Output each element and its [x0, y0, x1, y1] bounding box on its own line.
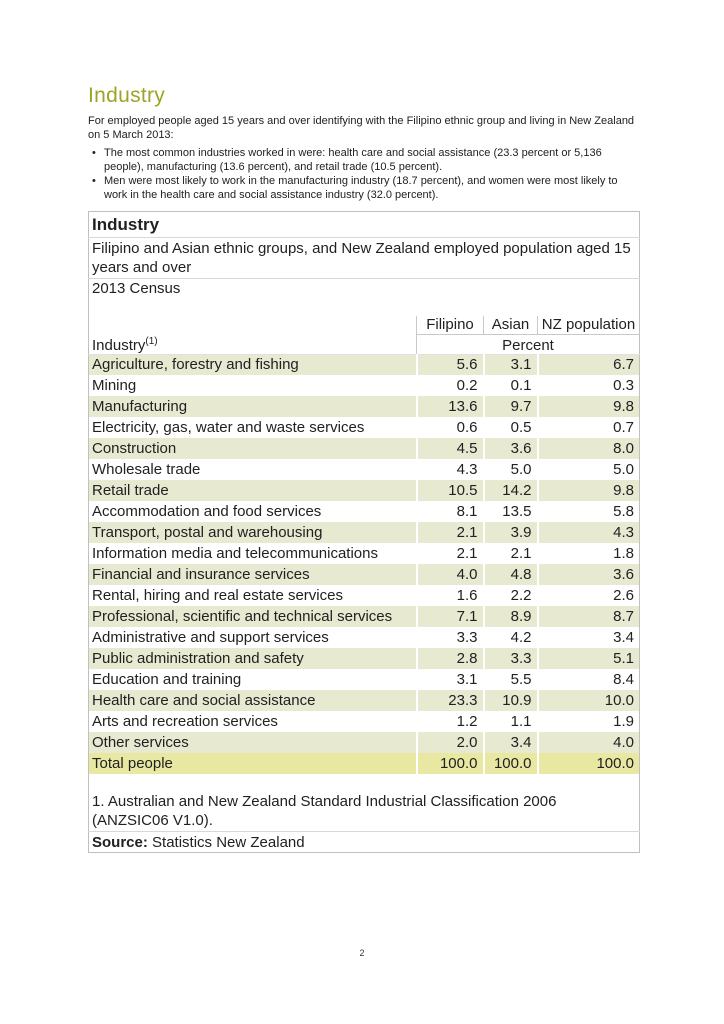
cell-value: 6.7	[538, 354, 640, 375]
table-row	[89, 564, 640, 585]
cell-value: 0.6	[417, 417, 484, 438]
bullet-icon: •	[92, 147, 96, 159]
column-header-filipino: Filipino	[417, 316, 484, 335]
table-footer-block	[89, 774, 640, 853]
table-subtitle: Filipino and Asian ethnic groups, and New Zealand employed population aged 15 years and over	[89, 238, 640, 279]
cell-value: 3.3	[417, 627, 484, 648]
cell-value: 0.1	[484, 375, 538, 396]
cell-value: 1.2	[417, 711, 484, 732]
table-title: Industry	[89, 212, 640, 238]
row-header-label	[89, 334, 417, 354]
cell-value: 8.4	[538, 669, 640, 690]
cell-value: 2.1	[417, 522, 484, 543]
cell-value: 2.2	[484, 585, 538, 606]
page-content	[88, 84, 640, 853]
row-label: Rental, hiring and real estate services	[92, 587, 343, 604]
row-label: Agriculture, forestry and fishing	[89, 354, 417, 375]
row-label: Transport, postal and warehousing	[89, 522, 417, 543]
cell-value: 5.0	[484, 459, 538, 480]
cell-value: 3.1	[417, 669, 484, 690]
table-body	[89, 354, 640, 774]
table-row	[89, 543, 640, 564]
cell-value: 2.1	[417, 543, 484, 564]
cell-value: 9.7	[484, 396, 538, 417]
row-label: Construction	[89, 438, 417, 459]
column-header-nz-population: NZ population	[538, 316, 640, 335]
row-label: Financial and insurance services	[89, 564, 417, 585]
cell-value: 2.6	[538, 585, 640, 606]
cell-value: 7.1	[417, 606, 484, 627]
cell-value: 0.7	[538, 417, 640, 438]
table-row	[89, 459, 640, 480]
cell-value: 8.9	[484, 606, 538, 627]
cell-value: 8.1	[417, 501, 484, 522]
row-label: Arts and recreation services	[92, 713, 278, 730]
table-row	[89, 480, 640, 501]
row-label: Information media and telecommunications	[92, 545, 378, 562]
list-item	[88, 175, 640, 202]
table-census-row	[89, 279, 640, 316]
cell-value: 4.2	[484, 627, 538, 648]
table-row	[89, 669, 640, 690]
table-subtitle-row	[89, 238, 640, 279]
row-label: Total people	[89, 753, 417, 774]
cell-value: 8.7	[538, 606, 640, 627]
cell-value: 4.0	[417, 564, 484, 585]
table-title-row	[89, 212, 640, 238]
bullet-text: The most common industries worked in were: health care and social assistance (23.3 percent or 5,136 people), manufacturing (13.6 percent), and retail trade (10.5 percent).	[104, 147, 602, 173]
cell-value: 10.9	[484, 690, 538, 711]
row-label: Manufacturing	[89, 396, 417, 417]
row-header-text: Industry	[92, 336, 146, 354]
table-row	[89, 522, 640, 543]
cell-value: 1.8	[538, 543, 640, 564]
cell-value: 5.1	[538, 648, 640, 669]
cell-value: 4.0	[538, 732, 640, 753]
page-title: Industry	[88, 84, 166, 107]
table-row	[89, 627, 640, 648]
source-value: Statistics New Zealand	[147, 833, 305, 851]
table-column-header-row	[89, 316, 640, 335]
row-label: Other services	[89, 732, 417, 753]
table-row	[89, 753, 640, 774]
cell-value: 0.3	[538, 375, 640, 396]
table-row	[89, 732, 640, 753]
cell-value: 3.4	[538, 627, 640, 648]
industry-table	[88, 211, 640, 853]
column-header-asian: Asian	[484, 316, 538, 335]
row-label: Health care and social assistance	[89, 690, 417, 711]
source-row	[89, 832, 640, 853]
cell-value: 10.5	[417, 480, 484, 501]
cell-value: 14.2	[484, 480, 538, 501]
cell-value: 100.0	[417, 753, 484, 774]
cell-value: 13.6	[417, 396, 484, 417]
unit-label: Percent	[417, 334, 640, 354]
cell-value: 9.8	[538, 480, 640, 501]
cell-value: 4.3	[417, 459, 484, 480]
cell-value: 3.6	[484, 438, 538, 459]
table-footnote: 1. Australian and New Zealand Standard Industrial Classification 2006 (ANZSIC06 V1.0).	[92, 793, 557, 829]
cell-value: 23.3	[417, 690, 484, 711]
cell-value: 3.6	[538, 564, 640, 585]
row-label: Accommodation and food services	[92, 503, 322, 520]
cell-value: 3.3	[484, 648, 538, 669]
cell-value: 4.8	[484, 564, 538, 585]
table-row	[89, 354, 640, 375]
table-row	[89, 501, 640, 522]
list-item	[88, 147, 640, 174]
cell-value: 5.6	[417, 354, 484, 375]
cell-value: 1.1	[484, 711, 538, 732]
census-label: 2013 Census	[92, 280, 181, 297]
table-row	[89, 711, 640, 732]
cell-value: 5.8	[538, 501, 640, 522]
cell-value: 0.5	[484, 417, 538, 438]
source-label: Source:	[92, 833, 148, 851]
bullet-text: Men were most likely to work in the manufacturing industry (18.7 percent), and women were most likely to work in the health care and social assistance industry (32.0 percent).	[104, 175, 618, 201]
cell-value: 4.3	[538, 522, 640, 543]
cell-value: 1.9	[538, 711, 640, 732]
cell-value: 2.8	[417, 648, 484, 669]
table-unit-row	[89, 334, 640, 354]
bullet-list	[88, 147, 640, 202]
row-label: Public administration and safety	[89, 648, 417, 669]
row-label: Electricity, gas, water and waste services	[92, 419, 365, 436]
page-number: 2	[359, 948, 365, 958]
cell-value: 5.0	[538, 459, 640, 480]
table-row	[89, 606, 640, 627]
cell-value: 5.5	[484, 669, 538, 690]
empty-header-cell	[89, 316, 417, 335]
spacer-row	[89, 774, 640, 791]
cell-value: 3.4	[484, 732, 538, 753]
table-header-block	[89, 212, 640, 355]
cell-value: 13.5	[484, 501, 538, 522]
cell-value: 0.2	[417, 375, 484, 396]
cell-value: 100.0	[538, 753, 640, 774]
table-row	[89, 648, 640, 669]
intro-paragraph: For employed people aged 15 years and over identifying with the Filipino ethnic group and living in New Zealand on 5 March 2013:	[88, 115, 635, 141]
source-cell	[89, 832, 640, 853]
cell-value: 9.8	[538, 396, 640, 417]
table-row	[89, 417, 640, 438]
row-label: Administrative and support services	[92, 629, 329, 646]
bullet-icon: •	[92, 175, 96, 187]
cell-value: 4.5	[417, 438, 484, 459]
cell-value: 100.0	[484, 753, 538, 774]
table-row	[89, 396, 640, 417]
table-row	[89, 375, 640, 396]
cell-value: 2.0	[417, 732, 484, 753]
row-label: Education and training	[92, 671, 242, 688]
footnote-row	[89, 791, 640, 832]
row-label: Retail trade	[89, 480, 417, 501]
row-label: Professional, scientific and technical services	[89, 606, 417, 627]
cell-value: 3.1	[484, 354, 538, 375]
row-label: Wholesale trade	[92, 461, 201, 478]
cell-value: 1.6	[417, 585, 484, 606]
cell-value: 2.1	[484, 543, 538, 564]
footnote-marker: (1)	[145, 335, 158, 347]
cell-value: 3.9	[484, 522, 538, 543]
table-row	[89, 438, 640, 459]
cell-value: 8.0	[538, 438, 640, 459]
table-row	[89, 690, 640, 711]
row-label: Mining	[92, 377, 137, 394]
cell-value: 10.0	[538, 690, 640, 711]
table-row	[89, 585, 640, 606]
